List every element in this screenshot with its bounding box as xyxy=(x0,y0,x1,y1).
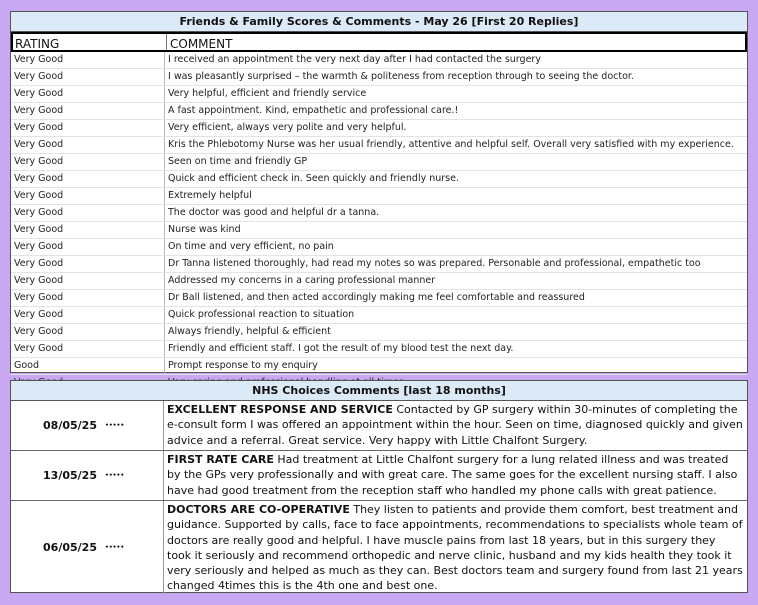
table-row xyxy=(11,86,747,103)
star-rating-icon: ••••• xyxy=(105,422,125,429)
comment-cell: The doctor was good and helpful dr a tanna. xyxy=(168,207,380,218)
table-row xyxy=(11,188,747,205)
comment-cell: I was pleasantly surprised – the warmth & politeness from reception through to seeing the doctor. xyxy=(168,71,634,82)
rating-cell: Very Good xyxy=(11,205,165,221)
table-row xyxy=(11,239,747,256)
star-rating-icon: ••••• xyxy=(105,472,125,479)
table-row xyxy=(11,358,747,375)
rating-cell: Very Good xyxy=(11,188,165,204)
review-row xyxy=(11,451,747,501)
nhs-choices-title: NHS Choices Comments [last 18 months] xyxy=(11,381,747,401)
rating-cell: Very Good xyxy=(11,103,165,119)
table-row xyxy=(11,103,747,120)
comment-cell: Quick professional reaction to situation xyxy=(168,309,355,320)
table-row xyxy=(11,256,747,273)
nhs-review-list xyxy=(11,401,747,594)
table-row xyxy=(11,324,747,341)
rating-cell: Very Good xyxy=(11,307,165,323)
table-row xyxy=(11,290,747,307)
comment-cell: Very efficient, always very polite and very helpful. xyxy=(168,122,407,133)
rating-cell: Very Good xyxy=(11,222,165,238)
review-text xyxy=(164,501,747,594)
rating-cell: Very Good xyxy=(11,69,165,85)
rating-cell: Very Good xyxy=(11,52,165,68)
comment-cell: Dr Ball listened, and then acted accordingly making me feel comfortable and reassured xyxy=(168,292,585,303)
review-heading: FIRST RATE CARE xyxy=(167,453,274,466)
review-row xyxy=(11,401,747,451)
table-row xyxy=(11,52,747,69)
rating-cell: Very Good xyxy=(11,290,165,306)
table-row xyxy=(11,154,747,171)
rating-cell: Very Good xyxy=(11,239,165,255)
table-row xyxy=(11,307,747,324)
comment-cell: Always friendly, helpful & efficient xyxy=(168,326,331,337)
review-date: 13/05/25 xyxy=(43,469,97,482)
comment-cell: Nurse was kind xyxy=(168,224,241,235)
review-body: Had treatment at Little Chalfont surgery for a lung related illness and was treated by the GPs very professionally and with great care. The same goes for the excellent nursing staff. I also have had good treatment from the reception staff who handled my phone calls with great patience. xyxy=(167,453,738,497)
star-rating-icon: ••••• xyxy=(105,544,125,551)
rating-cell: Very Good xyxy=(11,324,165,340)
rating-cell: Very Good xyxy=(11,341,165,357)
friends-family-panel xyxy=(10,11,748,373)
comment-cell: Extremely helpful xyxy=(168,190,252,201)
comment-cell: I received an appointment the very next day after I had contacted the surgery xyxy=(168,54,541,65)
review-heading: DOCTORS ARE CO-OPERATIVE xyxy=(167,503,350,516)
nhs-choices-panel xyxy=(10,380,748,593)
review-text xyxy=(164,451,747,500)
table-row xyxy=(11,120,747,137)
comment-cell: Addressed my concerns in a caring professional manner xyxy=(168,275,436,286)
friends-family-rows xyxy=(11,52,747,392)
comment-cell: Quick and efficient check in. Seen quickly and friendly nurse. xyxy=(168,173,459,184)
rating-cell: Very Good xyxy=(11,154,165,170)
review-meta xyxy=(11,401,164,450)
table-row xyxy=(11,222,747,239)
table-row xyxy=(11,171,747,188)
rating-cell: Very Good xyxy=(11,137,165,153)
comment-column-header: COMMENT xyxy=(170,37,233,51)
review-heading: EXCELLENT RESPONSE AND SERVICE xyxy=(167,403,393,416)
comment-cell: Friendly and efficient staff. I got the result of my blood test the next day. xyxy=(168,343,514,354)
table-row xyxy=(11,137,747,154)
rating-cell: Very Good xyxy=(11,256,165,272)
review-row xyxy=(11,501,747,594)
comment-cell: Seen on time and friendly GP xyxy=(168,156,308,167)
friends-family-title: Friends & Family Scores & Comments - May 26 [First 20 Replies] xyxy=(11,12,747,32)
rating-cell: Very Good xyxy=(11,273,165,289)
table-row xyxy=(11,69,747,86)
table-row xyxy=(11,205,747,222)
rating-cell: Very Good xyxy=(11,86,165,102)
table-row xyxy=(11,341,747,358)
table-row xyxy=(11,273,747,290)
comment-cell: On time and very efficient, no pain xyxy=(168,241,334,252)
comment-cell: Dr Tanna listened thoroughly, had read my notes so was prepared. Personable and professional, empathetic too xyxy=(168,258,701,269)
review-meta xyxy=(11,451,164,500)
rating-cell: Good xyxy=(11,358,165,374)
review-meta xyxy=(11,501,164,594)
review-text xyxy=(164,401,747,450)
review-body: They listen to patients and provide them comfort, best treatment and guidance. Supported by calls, face to face appointments, recommendations to specialists whole team of doctors are really good and helpful. I have muscle pains from last 18 years, but in this surgery they took it seriously and recommend orthopedic and nerve clinic, husband and my kids health they took it very seriously and helped as much as they can. Best doctors team and surgery found from last 21 years changed 4times this is the 4th one and best one. xyxy=(167,503,743,593)
review-date: 08/05/25 xyxy=(43,419,97,432)
rating-cell: Very Good xyxy=(11,120,165,136)
comment-cell: Prompt response to my enquiry xyxy=(168,360,318,371)
rating-cell: Very Good xyxy=(11,171,165,187)
rating-column-header: RATING xyxy=(13,34,167,50)
comment-cell: A fast appointment. Kind, empathetic and professional care.! xyxy=(168,105,459,116)
review-body: Contacted by GP surgery within 30-minutes of completing the e-consult form I was offered an appointment within the hour. Seen on time, diagnosed quickly and given advice and a referral. Great service. Very happy with Little Chalfont Surgery. xyxy=(167,403,743,447)
table-header xyxy=(11,32,747,52)
comment-cell: Kris the Phlebotomy Nurse was her usual friendly, attentive and helpful self. Overall very satisfied with my experience. xyxy=(168,139,734,150)
review-date: 06/05/25 xyxy=(43,541,97,554)
comment-cell: Very helpful, efficient and friendly service xyxy=(168,88,367,99)
